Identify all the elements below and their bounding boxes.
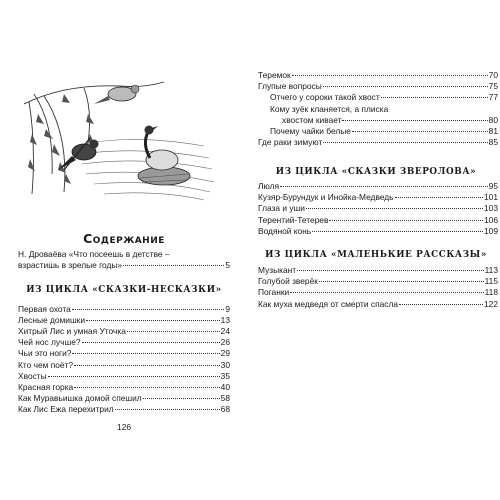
toc-row-sub[interactable]	[282, 115, 498, 126]
toc-leader	[312, 231, 483, 232]
toc-title: Кто чем поёт?	[18, 359, 74, 370]
toc-leader	[323, 86, 488, 87]
toc-row[interactable]	[18, 337, 230, 348]
toc-page: 40	[220, 381, 230, 392]
toc-page: 109	[484, 225, 498, 236]
toc-row[interactable]	[258, 81, 498, 92]
toc-page: 118	[484, 287, 498, 298]
toc-row[interactable]	[258, 137, 498, 148]
toc-line-sub: Кому зуёк кланяется, а плиска	[270, 103, 389, 114]
toc-page: 106	[484, 214, 498, 225]
toc-row[interactable]	[18, 382, 230, 393]
birds-illustration	[24, 74, 218, 214]
toc-title: Хитрый Лис и умная Уточка	[18, 326, 126, 337]
toc-page: 58	[220, 392, 230, 403]
toc-row[interactable]	[258, 215, 498, 226]
toc-leader	[86, 320, 220, 321]
toc-page: 13	[220, 315, 230, 326]
toc-page: 70	[488, 70, 498, 80]
toc-row-sub[interactable]	[270, 126, 498, 137]
toc-title: Голубой зверёк	[258, 276, 318, 287]
toc-page: 77	[488, 92, 498, 103]
toc-page: 81	[488, 126, 498, 136]
toc-row-sub[interactable]	[270, 92, 498, 103]
toc-leader	[290, 292, 483, 293]
toc-title: Терентий-Тетерев	[258, 214, 329, 225]
toc-row[interactable]	[258, 192, 498, 203]
toc-row[interactable]	[18, 371, 230, 382]
toc-row[interactable]	[258, 70, 498, 81]
toc-page: 95	[488, 181, 498, 191]
toc-leader	[74, 387, 219, 388]
toc-title: Глаза и уши	[258, 203, 305, 214]
toc-leader	[280, 186, 488, 187]
toc-page: 24	[220, 326, 230, 337]
section-heading-3: ИЗ ЦИКЛА «МАЛЕНЬКИЕ РАССКАЗЫ»	[265, 250, 487, 260]
toc-page: 113	[484, 265, 498, 275]
toc-leader	[399, 304, 483, 305]
toc-title: Отчего у сороки такой хвост	[270, 92, 380, 103]
toc-title: Поганки	[258, 287, 290, 298]
toc-leader	[72, 353, 219, 354]
toc-leader	[381, 97, 488, 98]
toc-title: Как Лис Ежа перехитрил	[18, 403, 114, 414]
toc-page: 29	[220, 348, 230, 359]
toc-page: 35	[220, 370, 230, 381]
toc-row[interactable]	[258, 287, 498, 298]
toc-page: 103	[484, 203, 498, 214]
toc-page: 68	[220, 403, 230, 414]
toc-leader	[82, 342, 220, 343]
toc-row[interactable]	[18, 404, 230, 415]
toc-leader	[342, 120, 487, 121]
toc-leader	[74, 365, 220, 366]
toc-title: Первая охота	[18, 304, 71, 314]
toc-row[interactable]	[18, 326, 230, 337]
toc-leader	[72, 309, 225, 310]
toc-title: Почему чайки белые	[270, 126, 351, 136]
toc-page: 75	[488, 81, 498, 92]
toc-title: Люля	[258, 181, 280, 191]
toc-title: Кузяр-Бурундук и Инойка-Медведь	[258, 192, 394, 203]
toc-title: Хвосты	[18, 370, 47, 381]
toc-leader	[48, 376, 220, 377]
toc-row[interactable]	[258, 226, 498, 237]
toc-leader	[115, 409, 220, 410]
toc-row[interactable]	[18, 315, 230, 326]
toc-row[interactable]	[18, 348, 230, 359]
toc-row[interactable]	[258, 276, 498, 287]
toc-title: хвостом кивает	[282, 114, 342, 125]
toc-page: 122	[484, 298, 498, 309]
toc-page: 85	[488, 137, 498, 148]
intro-line-1: Н. Дроваёва «Что посеешь в детстве –	[18, 249, 170, 259]
toc-leader	[395, 197, 483, 198]
toc-page: 80	[488, 114, 498, 125]
toc-title: Чьи это ноги?	[18, 348, 72, 359]
toc-leader	[319, 281, 484, 282]
toc-leader	[127, 331, 220, 332]
toc-leader	[323, 142, 487, 143]
toc-leader	[292, 75, 488, 76]
toc-title: Где раки зимуют	[258, 137, 323, 148]
toc-leader	[143, 398, 220, 399]
toc-page: 26	[220, 337, 230, 348]
toc-leader	[306, 208, 483, 209]
toc-row[interactable]	[258, 265, 498, 276]
toc-row[interactable]	[18, 360, 230, 371]
toc-page: 9	[225, 304, 230, 314]
toc-title: Лесные домишки	[18, 315, 86, 326]
toc-row[interactable]	[258, 181, 498, 192]
toc-title: Как муха медведя от смерти спасла	[258, 298, 399, 309]
toc-leader	[329, 220, 483, 221]
section-heading-2: ИЗ ЦИКЛА «СКАЗКИ ЗВЕРОЛОВА»	[275, 167, 477, 177]
toc-row[interactable]	[18, 304, 230, 315]
toc-leader	[352, 131, 488, 132]
toc-title: Теремок	[258, 70, 291, 80]
toc-title: Водяной конь	[258, 225, 312, 236]
toc-page: 30	[220, 359, 230, 370]
toc-row[interactable]	[18, 393, 230, 404]
toc-row-intro[interactable]: взрастишь в зрелые годы» 5	[18, 260, 230, 270]
left-page	[0, 0, 248, 500]
toc-title: Чей нос лучше?	[18, 337, 81, 348]
toc-row[interactable]	[258, 299, 498, 310]
right-page	[252, 0, 500, 500]
page-number: 126	[116, 422, 132, 432]
toc-page: 115	[484, 276, 498, 287]
page-title: Содержание	[83, 231, 165, 246]
toc-row[interactable]	[258, 203, 498, 214]
toc-leader	[297, 270, 484, 271]
section-heading: ИЗ ЦИКЛА «СКАЗКИ-НЕСКАЗКИ»	[26, 285, 222, 295]
toc-title: Глупые вопросы	[258, 81, 322, 92]
toc-title: Музыкант	[258, 265, 297, 275]
toc-title: Красная горка	[18, 381, 74, 392]
toc-title: Как Муравьишка домой спешил	[18, 392, 142, 403]
toc-page: 101	[484, 192, 498, 203]
